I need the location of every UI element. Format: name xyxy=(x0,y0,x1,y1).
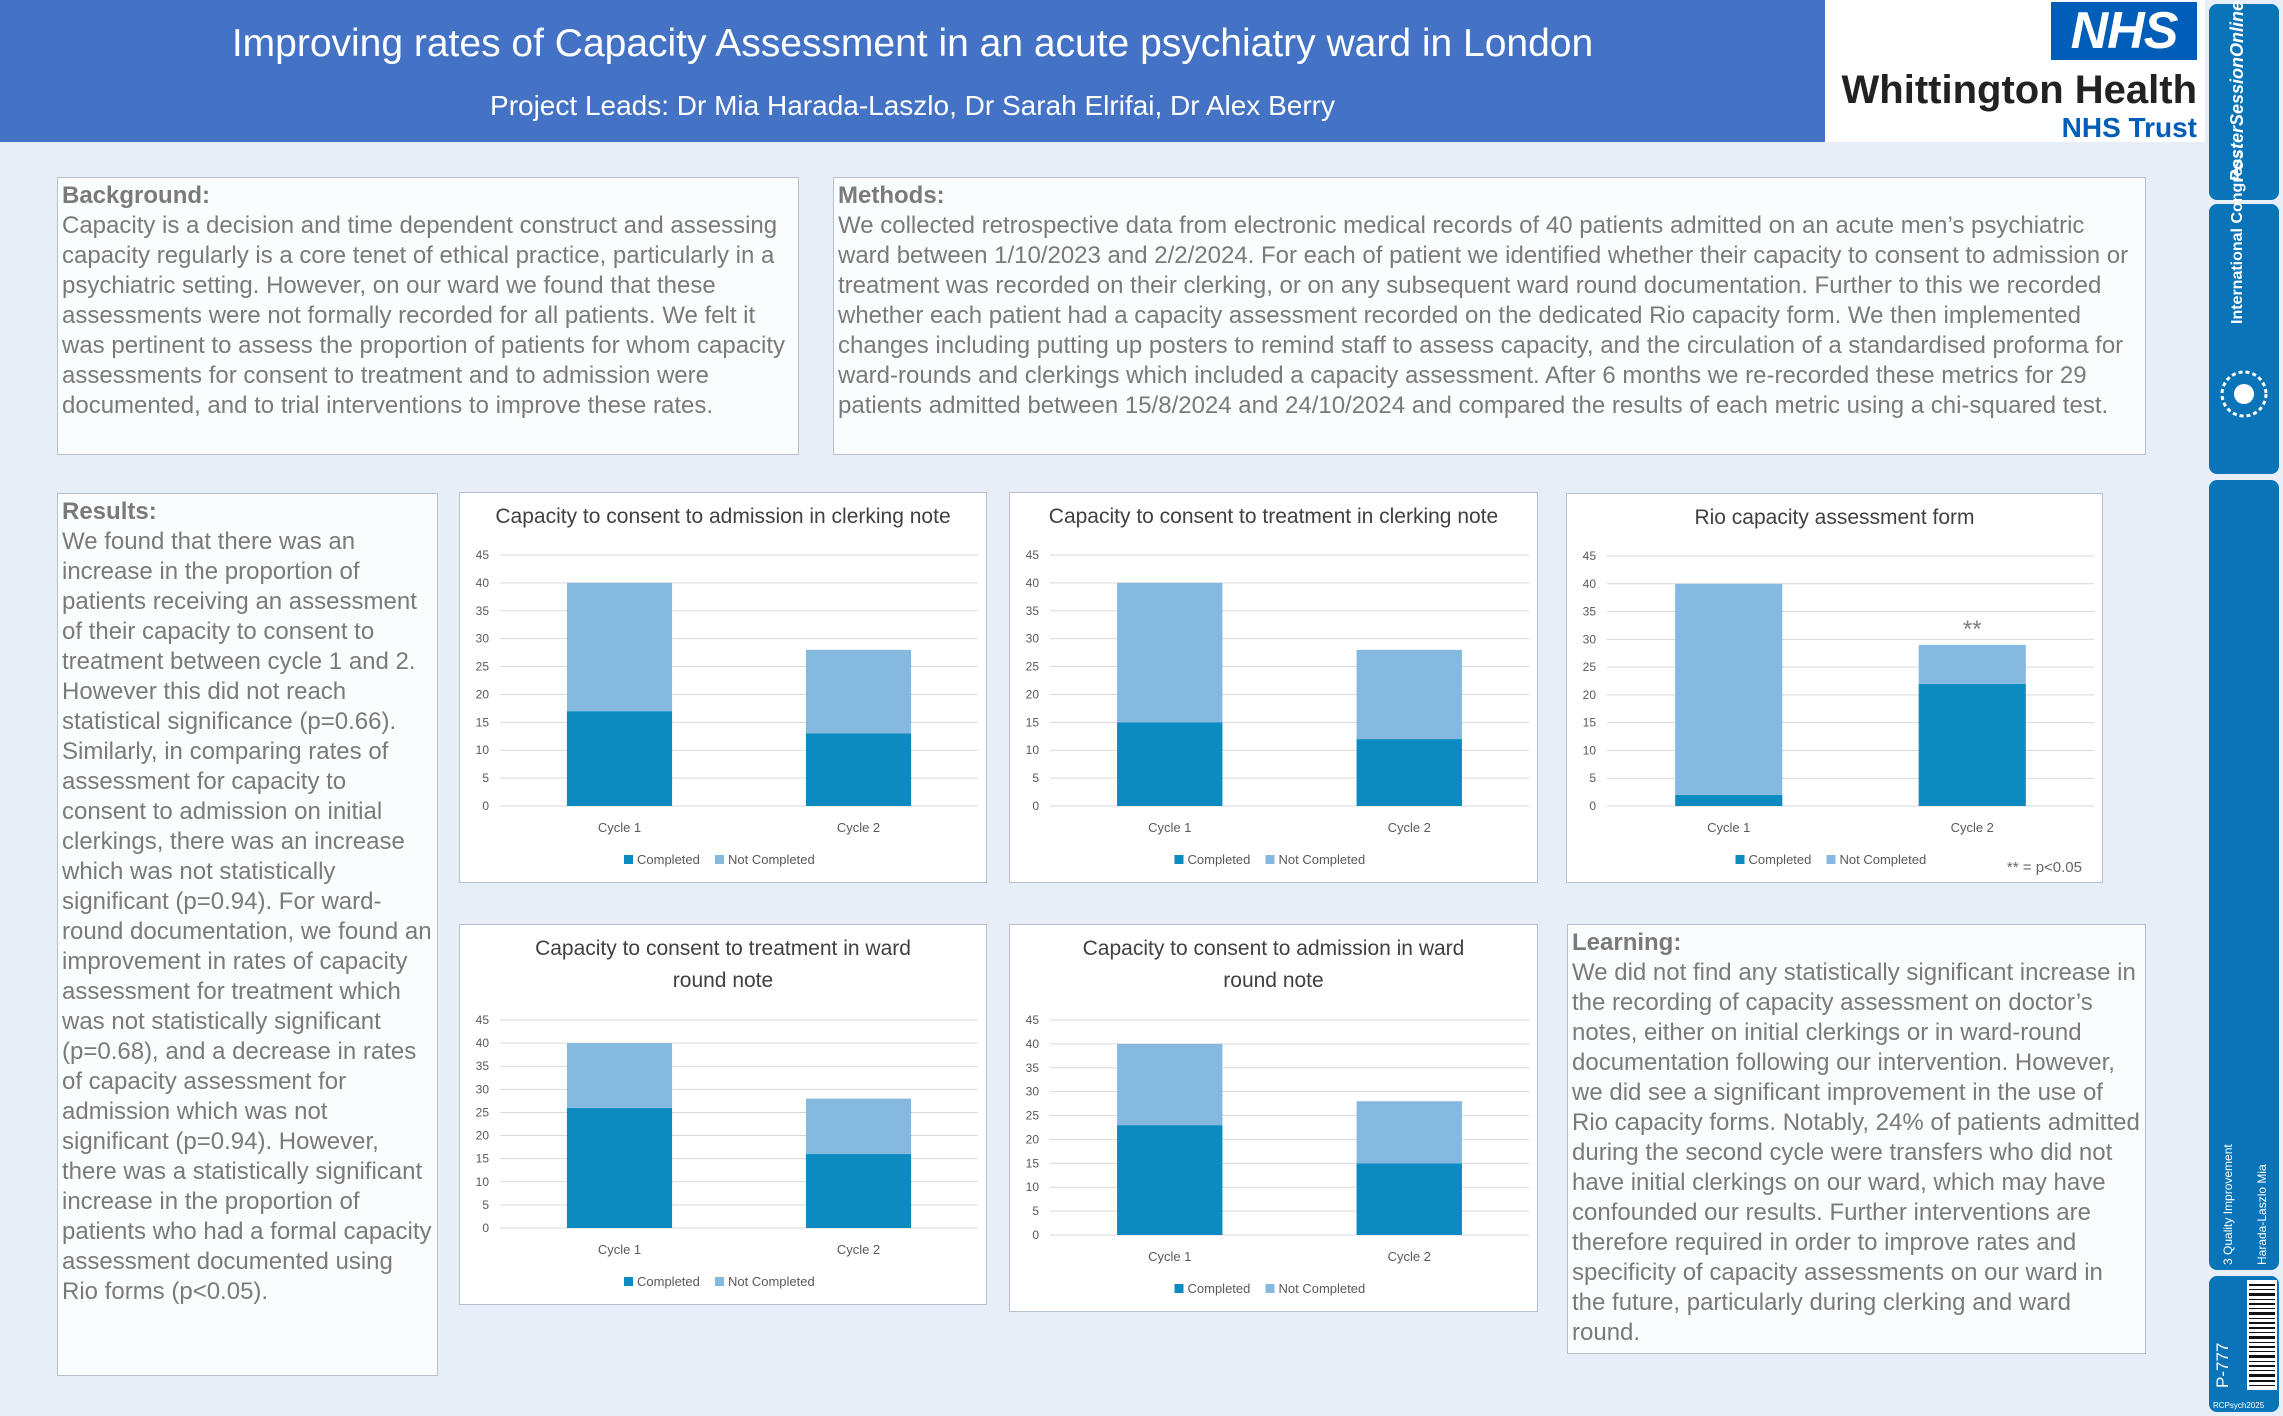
y-tick-label: 45 xyxy=(1025,548,1039,562)
poster-title: Improving rates of Capacity Assessment in an acute psychiatry ward in London xyxy=(231,22,1594,65)
y-tick-label: 0 xyxy=(482,799,489,813)
y-tick-label: 15 xyxy=(475,1151,489,1166)
y-tick-label: 45 xyxy=(475,1013,489,1027)
x-tick-label: Cycle 2 xyxy=(1950,820,1994,835)
background-heading: Background: xyxy=(62,182,211,209)
y-tick-label: 15 xyxy=(1025,1156,1039,1171)
bar-not-completed xyxy=(1919,645,2026,684)
bar-completed xyxy=(567,711,672,806)
x-tick-label: Cycle 1 xyxy=(597,1242,642,1257)
chart-plot xyxy=(460,493,988,884)
y-tick-label: 0 xyxy=(1032,1228,1039,1242)
y-tick-label: 5 xyxy=(482,1197,489,1212)
y-tick-label: 10 xyxy=(475,1174,489,1189)
chart-title: Capacity to consent to admission in clerking note xyxy=(495,505,951,528)
y-tick-label: 40 xyxy=(1025,575,1039,590)
nhs-logo-mark: NHS xyxy=(2051,2,2197,60)
y-tick-label: 25 xyxy=(1582,660,1596,675)
bar-completed xyxy=(567,1108,672,1228)
x-tick-label: Cycle 1 xyxy=(1707,820,1751,835)
y-tick-label: 20 xyxy=(475,687,489,702)
y-tick-label: 30 xyxy=(475,631,489,646)
rcpsych-emblem-icon xyxy=(2214,364,2274,424)
y-tick-label: 0 xyxy=(1589,799,1596,813)
bar-not-completed xyxy=(1117,583,1222,722)
x-tick-label: Cycle 1 xyxy=(1148,1249,1192,1264)
category-label: 3 Quality Improvement xyxy=(2221,1144,2235,1265)
y-tick-label: 25 xyxy=(475,1105,489,1120)
y-tick-label: 35 xyxy=(475,603,489,618)
legend-label: Completed xyxy=(1187,1281,1251,1296)
org-name: Whittington Health xyxy=(1841,68,2197,112)
legend-swatch xyxy=(1827,855,1836,864)
poster-sidebar xyxy=(2205,0,2283,1416)
results-section xyxy=(57,493,438,1376)
y-tick-label: 25 xyxy=(475,659,489,674)
y-tick-label: 15 xyxy=(1582,715,1596,730)
y-tick-label: 15 xyxy=(475,715,489,730)
bar-not-completed xyxy=(806,1099,911,1154)
info-tab xyxy=(2209,480,2279,1270)
chart-wardround-treatment xyxy=(459,924,987,1305)
bar-completed xyxy=(1357,1163,1462,1235)
significance-note: ** = p<0.05 xyxy=(2006,859,2082,876)
y-tick-label: 35 xyxy=(1025,603,1039,618)
y-tick-label: 20 xyxy=(1025,1132,1039,1147)
author-label: Harada-Laszlo Mia xyxy=(2255,1164,2269,1265)
legend-label: Completed xyxy=(637,852,700,867)
chart-rio-form xyxy=(1566,493,2103,883)
y-tick-label: 5 xyxy=(1589,771,1596,786)
chart-title: Capacity to consent to treatment in clerking note xyxy=(1048,505,1499,528)
congress-tab xyxy=(2209,149,2279,474)
x-tick-label: Cycle 2 xyxy=(836,1242,881,1257)
bar-completed xyxy=(806,1154,911,1228)
y-tick-label: 20 xyxy=(1582,687,1596,702)
y-tick-label: 25 xyxy=(1025,659,1039,674)
y-tick-label: 10 xyxy=(1025,1180,1039,1195)
chart-plot xyxy=(1567,494,2104,884)
legend-swatch xyxy=(624,855,633,864)
y-tick-label: 10 xyxy=(1025,743,1039,758)
legend-swatch xyxy=(715,1277,724,1286)
y-tick-label: 5 xyxy=(1032,771,1039,786)
org-trust: NHS Trust xyxy=(2061,112,2197,143)
y-tick-label: 45 xyxy=(1025,1013,1039,1027)
y-tick-label: 30 xyxy=(1582,632,1596,647)
bar-not-completed xyxy=(1357,1101,1462,1163)
chart-plot xyxy=(1010,493,1539,884)
bar-completed xyxy=(806,733,911,806)
y-tick-label: 20 xyxy=(475,1128,489,1143)
significance-marker: ** xyxy=(1962,615,1982,643)
learning-section xyxy=(1567,924,2146,1354)
event-code: RCPsych2025 xyxy=(2213,1401,2265,1410)
legend-label: Completed xyxy=(1187,852,1251,867)
y-tick-label: 10 xyxy=(475,743,489,758)
y-tick-label: 30 xyxy=(1025,1084,1039,1099)
y-tick-label: 30 xyxy=(475,1082,489,1097)
x-tick-label: Cycle 2 xyxy=(1387,820,1431,835)
y-tick-label: 15 xyxy=(1025,715,1039,730)
legend-label: Not Completed xyxy=(1839,852,1927,867)
background-text: Capacity is a decision and time dependent construct and assessing capacity regularly is a core tenet of ethical practice, particularly in a psychiatric setting. However, on our ward we found that these assessments were not formally recorded for all patients. We felt it was pertinent to assess the proportion of patients for whom capacity assessments for consent to treatment and to admission were documented, and to trial interventions to improve these rates. xyxy=(62,212,786,419)
y-tick-label: 20 xyxy=(1025,687,1039,702)
barcode-icon xyxy=(2247,1280,2277,1390)
bar-completed xyxy=(1675,795,1782,806)
x-tick-label: Cycle 1 xyxy=(1148,820,1192,835)
legend-swatch xyxy=(1736,855,1745,864)
y-tick-label: 0 xyxy=(482,1221,489,1235)
y-tick-label: 25 xyxy=(1025,1108,1039,1123)
y-tick-label: 30 xyxy=(1025,631,1039,646)
x-tick-label: Cycle 2 xyxy=(836,820,881,835)
legend-swatch xyxy=(1175,1284,1184,1293)
y-tick-label: 45 xyxy=(1582,549,1596,563)
methods-text: We collected retrospective data from electronic medical records of 40 patients admitted on an acute men’s psychiatric ward between 1/10/2023 and 2/2/2024. For each of patient we identified whether their capacity to consent to admission or treatment was recorded on their clerking, or on any subsequent ward round documentation. Further to this we recorded whether each patient had a capacity assessment recorded on the dedicated Rio capacity form. We then implemented changes including putting up posters to remind staff to assess capacity, and the circulation of a standardised proforma for ward-rounds and clerkings which included a capacity assessment. After 6 months we re-recorded these metrics for 29 patients admitted between 15/8/2024 and 24/10/2024 and compared the results of each metric using a chi-squared test. xyxy=(838,212,2129,419)
project-leads: Project Leads: Dr Mia Harada-Laszlo, Dr Sarah Elrifai, Dr Alex Berry xyxy=(490,90,1335,121)
legend-label: Not Completed xyxy=(728,852,815,867)
chart-clerking-admission xyxy=(459,492,987,883)
bar-not-completed xyxy=(567,583,672,711)
learning-heading: Learning: xyxy=(1572,929,1682,956)
bar-not-completed xyxy=(1675,584,1782,795)
legend-label: Not Completed xyxy=(1278,1281,1366,1296)
id-tab xyxy=(2209,1276,2279,1412)
learning-text: We did not find any statistically significant increase in the recording of capacity assessment on doctor’s notes, either on initial clerkings or in ward-round documentation following our intervention. However, we did see a significant improvement in the use of Rio capacity forms. Notably, 24% of patients admitted during the second cycle were transfers who did not have initial clerkings on our ward, which may have confounded our results. Further interventions are therefore required in order to improve rates and specificity of capacity assessments on our ward in the future, particularly during clerking and ward round. xyxy=(1572,959,2140,1346)
bar-not-completed xyxy=(1357,650,1462,739)
methods-heading: Methods: xyxy=(838,182,945,209)
chart-clerking-treatment xyxy=(1009,492,1538,883)
y-tick-label: 45 xyxy=(475,548,489,562)
congress-label: International Congress xyxy=(2229,149,2246,324)
x-tick-label: Cycle 2 xyxy=(1387,1249,1431,1264)
legend-label: Completed xyxy=(1748,852,1812,867)
legend-swatch xyxy=(1266,855,1275,864)
legend-swatch xyxy=(624,1277,633,1286)
bar-not-completed xyxy=(567,1043,672,1108)
results-text: We found that there was an increase in the proportion of patients receiving an assessment of their capacity to consent to treatment between cycle 1 and 2. However this did not reach statistical significance (p=0.66). Similarly, in comparing rates of assessment for capacity to consent to admission on initial clerkings, there was an increase which was not statistically significant (p=0.94). For ward-round documentation, we found an improvement in rates of capacity assessment for treatment which was not statistically significant (p=0.68), and a decrease in rates of capacity assessment for admission which was not significant (p=0.94). However, there was a statistically significant increase in the proportion of patients who had a formal capacity assessment documented using Rio forms (p<0.05). xyxy=(62,528,432,1305)
results-heading: Results: xyxy=(62,498,157,525)
y-tick-label: 40 xyxy=(1025,1036,1039,1051)
legend-label: Not Completed xyxy=(728,1274,815,1289)
legend-label: Completed xyxy=(637,1274,700,1289)
chart-wardround-admission xyxy=(1009,924,1538,1312)
poster-id: P-777 xyxy=(2213,1342,2232,1388)
bar-completed xyxy=(1919,684,2026,806)
y-tick-label: 35 xyxy=(1582,604,1596,619)
brand-label: PosterSessionOnline xyxy=(2227,0,2247,182)
x-tick-label: Cycle 1 xyxy=(597,820,642,835)
methods-section xyxy=(833,177,2146,455)
chart-title: Capacity to consent to admission in ward round note xyxy=(1082,937,1465,992)
y-tick-label: 0 xyxy=(1032,799,1039,813)
y-tick-label: 35 xyxy=(475,1059,489,1074)
bar-not-completed xyxy=(806,650,911,734)
legend-swatch xyxy=(715,855,724,864)
chart-title: Rio capacity assessment form xyxy=(1694,506,1975,529)
y-tick-label: 5 xyxy=(1032,1204,1039,1219)
bar-completed xyxy=(1117,1125,1222,1235)
legend-swatch xyxy=(1175,855,1184,864)
y-tick-label: 40 xyxy=(475,575,489,590)
bar-not-completed xyxy=(1117,1044,1222,1125)
y-tick-label: 40 xyxy=(1582,576,1596,591)
poster-header xyxy=(0,0,1825,142)
chart-title: Capacity to consent to treatment in ward round note xyxy=(535,937,911,992)
bar-completed xyxy=(1117,722,1222,806)
nhs-logo xyxy=(1825,0,2205,142)
y-tick-label: 5 xyxy=(482,771,489,786)
background-section xyxy=(57,177,799,455)
y-tick-label: 35 xyxy=(1025,1060,1039,1075)
y-tick-label: 10 xyxy=(1582,743,1596,758)
legend-label: Not Completed xyxy=(1278,852,1366,867)
y-tick-label: 40 xyxy=(475,1036,489,1051)
legend-swatch xyxy=(1266,1284,1275,1293)
bar-completed xyxy=(1357,739,1462,806)
